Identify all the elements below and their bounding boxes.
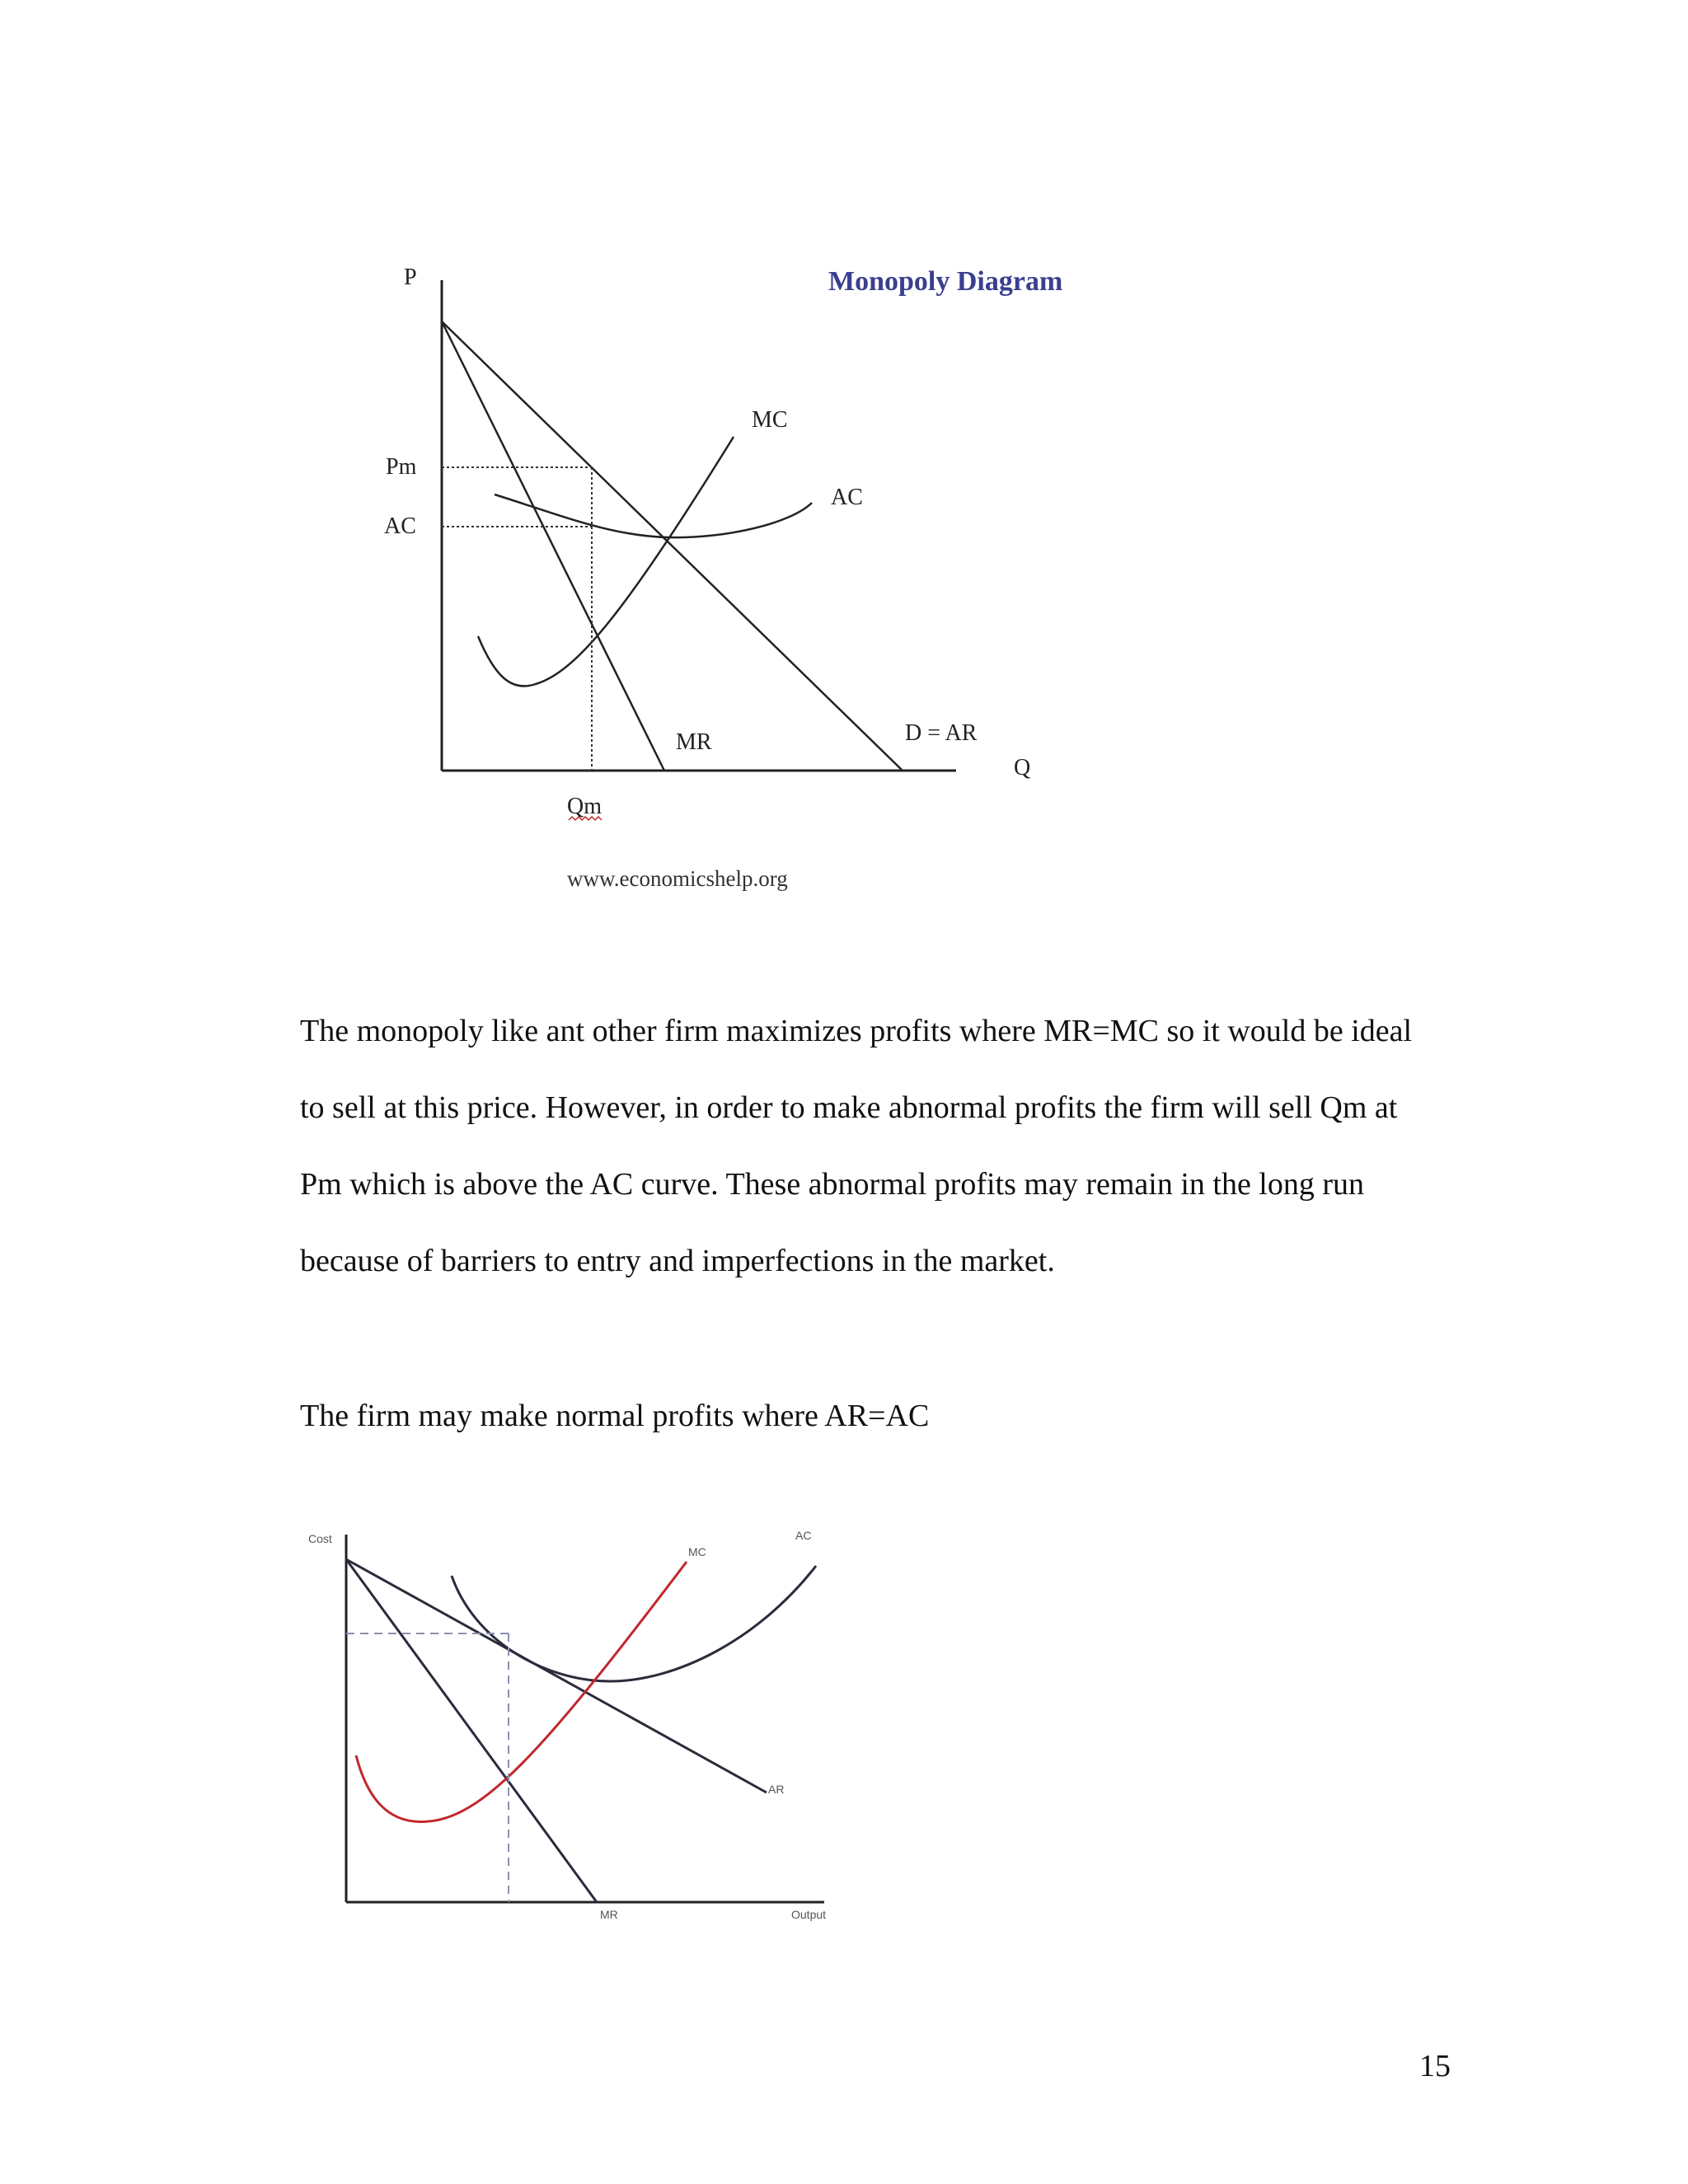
- mr-curve: [442, 321, 664, 771]
- y-axis-label: P: [404, 265, 417, 290]
- paragraph-normal-profits: The firm may make normal profits where AR=AC: [300, 1399, 930, 1433]
- ac-label: AC: [795, 1529, 812, 1542]
- paragraph-monopoly-profits: The monopoly like ant other firm maximizes profits where MR=MC so it would be ideal to sell at this price. However, in order to make abnormal profits the firm will sell Qm at Pm which is above the AC curve. These abnormal profits may remain in the long run because of barriers to entry and imperfections in the market.: [300, 1014, 1413, 1278]
- ac-curve: [452, 1566, 816, 1681]
- page-number: 15: [1419, 2049, 1451, 2083]
- demand-label: D = AR: [905, 720, 978, 746]
- source-credit: www.economicshelp.org: [567, 866, 788, 891]
- normal-profits-diagram-svg: [297, 1525, 874, 1953]
- ar-label: AR: [768, 1783, 785, 1796]
- mr-curve: [346, 1559, 597, 1902]
- ac-axis-label: AC: [384, 513, 416, 539]
- mc-label: MC: [688, 1545, 706, 1558]
- ac-curve-label: AC: [831, 485, 863, 510]
- monopoly-diagram-svg: [363, 239, 1104, 923]
- cost-axis-label: Cost: [308, 1532, 332, 1545]
- mr-label: MR: [600, 1908, 618, 1921]
- mc-curve: [356, 1562, 687, 1821]
- monopoly-diagram: [363, 239, 1104, 923]
- ar-curve: [346, 1559, 767, 1793]
- pm-label: Pm: [386, 454, 417, 480]
- mc-label: MC: [752, 407, 788, 433]
- mr-label: MR: [676, 729, 712, 755]
- ac-curve: [495, 494, 812, 537]
- x-axis-label: Q: [1014, 755, 1031, 780]
- normal-profits-diagram: [297, 1525, 874, 1953]
- diagram-title: Monopoly Diagram: [828, 266, 1063, 297]
- demand-curve: [442, 321, 903, 771]
- qm-label: Qm: [567, 794, 602, 819]
- output-axis-label: Output: [791, 1908, 827, 1921]
